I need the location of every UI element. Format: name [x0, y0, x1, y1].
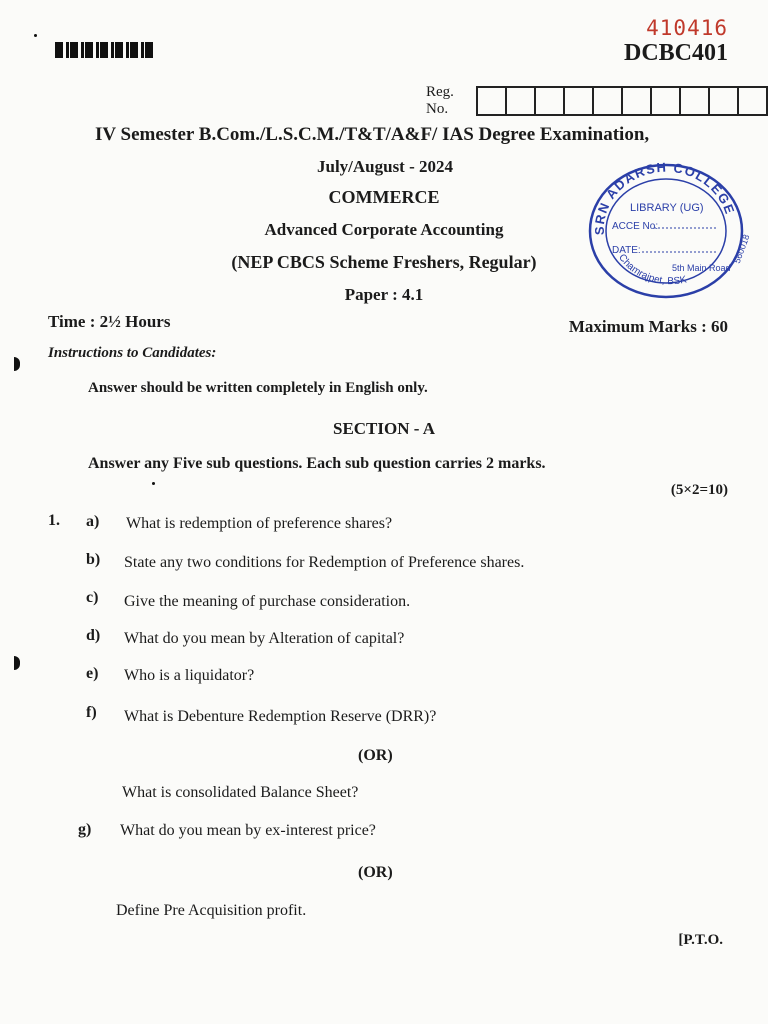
subquestion-text: Who is a liquidator? [124, 667, 255, 684]
scheme: (NEP CBCS Scheme Freshers, Regular) [231, 252, 537, 272]
stamp-address: Chamrajpet, BSK [616, 252, 688, 288]
binding-punch-mark [14, 357, 20, 371]
binding-punch-mark [14, 656, 20, 670]
speck [152, 482, 155, 485]
section-title: SECTION - A [332, 419, 436, 438]
subquestion-label: d) [86, 627, 101, 644]
reg-number-field [426, 84, 768, 118]
reg-number-boxes [478, 86, 768, 116]
stamp-pin: 560018 [731, 233, 752, 265]
exam-time: Time : 2½ Hours [48, 312, 171, 331]
barcode [55, 42, 153, 58]
stamp-acce-label: ACCE No: [612, 221, 659, 232]
stamp-library: LIBRARY (UG) [630, 202, 704, 214]
section-instruction: Answer any Five sub questions. Each sub question carries 2 marks. [88, 455, 546, 472]
subquestion-text: What do you mean by Alteration of capital? [124, 630, 405, 647]
paper-code: DCBC401 [623, 40, 728, 66]
subquestion-label: c) [86, 589, 99, 606]
page-turn-over: [P.T.O. [678, 932, 723, 948]
paper-number: Paper : 4.1 [344, 285, 424, 304]
question-number: 1. [48, 512, 60, 529]
stamp-date-label: DATE: [612, 245, 641, 256]
course-name: Advanced Corporate Accounting [264, 220, 504, 239]
subquestion-text: Give the meaning of purchase consideration. [124, 593, 411, 610]
subquestion-label: e) [86, 665, 99, 682]
subject: COMMERCE [328, 187, 440, 207]
marks-calculation: (5×2=10) [670, 482, 728, 498]
subquestion-alternative: Define Pre Acquisition profit. [116, 902, 307, 919]
exam-title: IV Semester B.Com./L.S.C.M./T&T/A&F/ IAS Degree Examination, [95, 124, 650, 145]
speck [34, 34, 37, 37]
subquestion-text: State any two conditions for Redemption of Preference shares. [124, 554, 525, 571]
stamp-college-name: SRN ADARSH COLLEGE [591, 159, 738, 236]
reg-label: Reg. No. [426, 84, 454, 117]
library-stamp [582, 155, 752, 297]
subquestion-label: g) [78, 821, 92, 838]
instructions-heading: Instructions to Candidates: [48, 345, 217, 361]
instructions-text: Answer should be written completely in English only. [88, 380, 428, 396]
or-separator: (OR) [358, 747, 393, 764]
subquestion-label: b) [86, 551, 101, 568]
subquestion-text: What is redemption of preference shares? [126, 515, 393, 532]
subquestion-text: What is Debenture Redemption Reserve (DRR)? [124, 708, 437, 725]
serial-number: 410416 [646, 16, 728, 40]
or-separator: (OR) [358, 864, 393, 881]
max-marks: Maximum Marks : 60 [568, 317, 728, 336]
subquestion-alternative: What is consolidated Balance Sheet? [122, 784, 359, 801]
exam-session: July/August - 2024 [316, 157, 454, 176]
subquestion-label: a) [86, 513, 100, 530]
subquestion-text: What do you mean by ex-interest price? [120, 822, 376, 839]
subquestion-label: f) [86, 704, 97, 721]
stamp-road: 5th Main Road [672, 263, 731, 273]
